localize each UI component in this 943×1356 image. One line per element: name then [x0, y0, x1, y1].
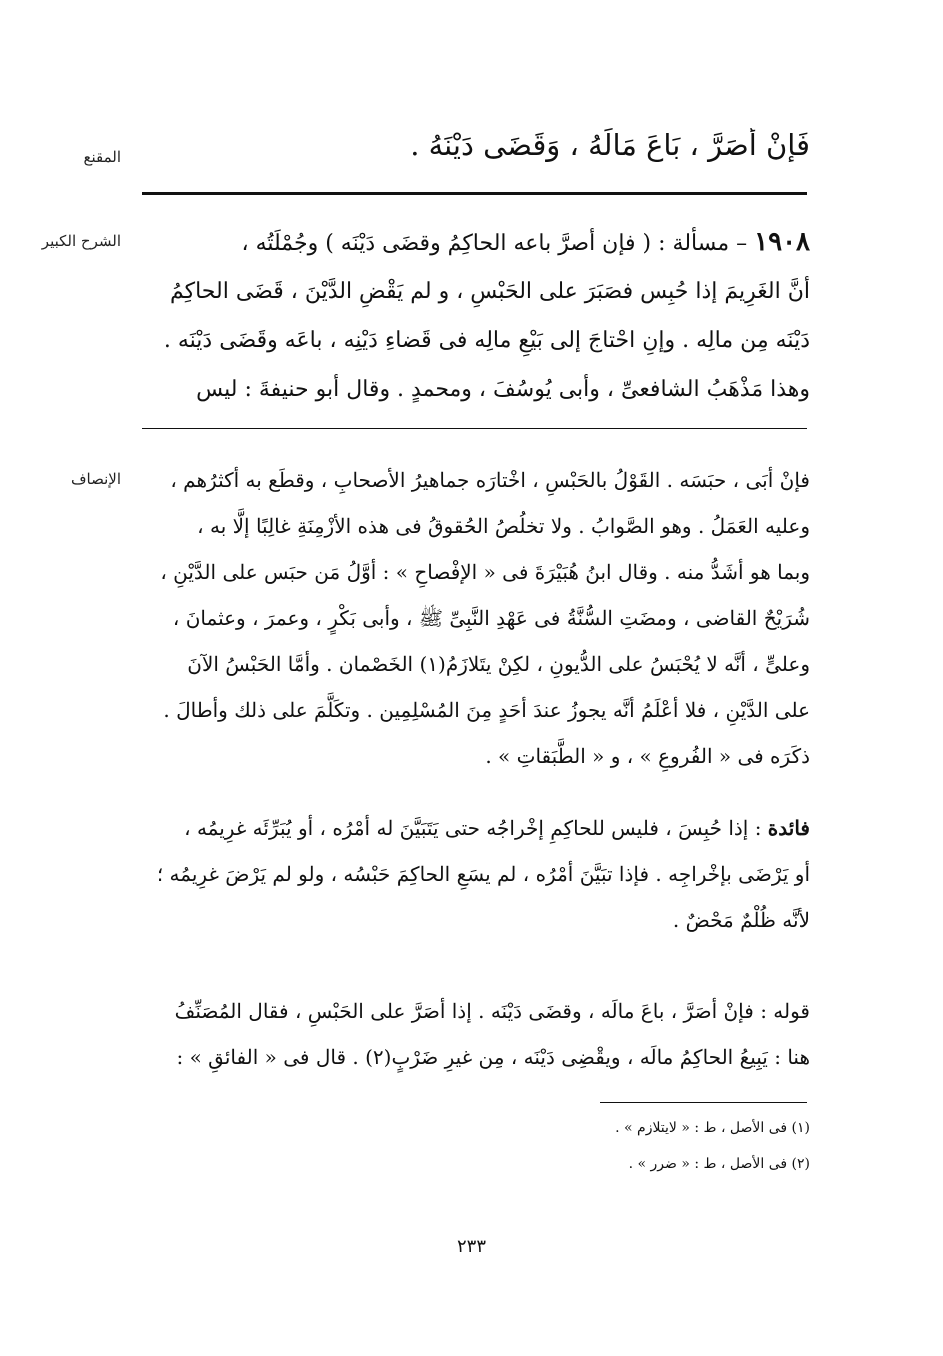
footnote-rule: [600, 1102, 807, 1103]
footnote-2: (٢) فى الأصل ، ط : « ضرر » .: [628, 1156, 810, 1172]
faida-block: [140, 805, 810, 943]
matn-line: فَإنْ أَصَرَّ ، بَاعَ مَالَهُ ، وَقَضَى دَيْنَهُ .: [410, 128, 810, 162]
middle-rule: [142, 428, 807, 429]
page-number: ٢٣٣: [456, 1236, 486, 1257]
sharh-line-2: أنَّ الغَرِيمَ إذا حُبِس فصَبَرَ على الحَبْسِ ، و لم يَقْضِ الدَّيْنَ ، قَضَى الحاكِمُ: [169, 279, 810, 304]
label-muqni: المقنع: [83, 148, 121, 166]
sharh-line-1: [140, 218, 810, 267]
faida-line-1: [140, 805, 810, 851]
issue-number: ١٩٠٨: [754, 227, 810, 257]
qawluhu-line-2: هنا : يَبِيعُ الحاكِمُ مالَه ، ويقْضِى دَيْنَه ، مِن غيرِ ضَرْبٍ(٢) . قال فى « الفائقِ » :: [176, 1045, 810, 1069]
insaf-line-6: على الدَّيْنِ ، فلا أعْلَمُ أنَّه يجوزُ عندَ أحَدٍ مِنَ المُسْلِمِين . وتكَلَّمَ على ذلك وأطالَ .: [163, 698, 810, 722]
insaf-line-3: وبما هو أشَدُّ منه . وقال ابنُ هُبَيْرَةَ فى « الإفْصاحِ » : أوَّلُ مَن حبَس على الدَّيْنِ ،: [160, 560, 810, 584]
footnote-1: (١) فى الأصل ، ط : « لايتلازم » .: [615, 1120, 810, 1136]
insaf-line-1: فإنْ أبَى ، حبَسَه . القَوْلُ بالحَبْسِ ، اخْتارَه جماهيرُ الأصحابِ ، وقطَع به أكثرُهم ،: [170, 468, 810, 492]
insaf-block: [140, 457, 810, 779]
faida-line-2: أو يَرْضَى بإخْراجِه . فإذا تبَيَّنَ أمْرُه ، لم يسَعِ الحاكِمَ حَبْسُه ، ولو لم يَرْضَ غرِيمُه ؛: [156, 862, 810, 886]
matn-block: [140, 128, 810, 162]
insaf-line-2: وعليه العَمَلُ . وهو الصَّوابُ . ولا تخلُصُ الحُقوقُ فى هذه الأزْمِنَةِ غالِبًا إلَّا به ،: [197, 514, 810, 538]
sharh-text: – مسألة : ( فإن أصرَّ باعه الحاكِمُ وقضَى دَيْنَه ) وجُمْلَتُه ،: [241, 231, 748, 256]
faida-line-3: لأنَّه ظُلْمٌ مَحْضٌ .: [672, 908, 810, 932]
insaf-line-4: شُرَيْحٌ القاضى ، ومضَتِ السُّنَّةُ فى عَهْدِ النَّبِىِّ ﷺ ، وأبى بَكْرٍ ، وعمرَ ، وعثمانَ ،: [172, 606, 810, 630]
faida-label: فائدة: [767, 816, 810, 840]
qawluhu-line-1: قوله : فإنْ أصَرَّ ، باعَ مالَه ، وقضَى دَيْنَه . إذا أصَرَّ على الحَبْسِ ، فقال المُصَنِّفُ: [174, 999, 810, 1023]
qawluhu-block: [140, 988, 810, 1080]
label-sharh: الشرح الكبير: [41, 232, 121, 250]
insaf-line-5: وعلىٍّ ، أنَّه لا يُحْبَسُ على الدُّيونِ ، لكِنْ يتَلازَمُ(١) الخَصْمان . وأمَّا الحَبْسُ الآنَ: [187, 652, 810, 676]
insaf-line-7: ذكَرَه فى « الفُروعِ » ، و « الطَّبَقاتِ » .: [485, 744, 810, 768]
label-insaf: الإنصاف: [70, 470, 121, 488]
top-rule: [142, 192, 807, 195]
sharh-block: [140, 218, 810, 414]
faida-text: : إذا حُبِسَ ، فليس للحاكِمِ إخْراجُه حتى يَتَبَيَّنَ له أمْرُه ، أو يُبَرِّئَه غرِيمُه ،: [184, 816, 762, 840]
sharh-line-3: دَيْنَه مِن مالِه . وإنِ احْتاجَ إلى بَيْعِ مالِه فى قَضاءِ دَيْنِه ، باعَه وقَضَى دَيْنَه .: [163, 328, 810, 353]
sharh-line-4: وهذا مَذْهَبُ الشافعىِّ ، وأبى يُوسُفَ ، ومحمدٍ . وقال أبو حنيفةَ : ليس: [196, 377, 810, 402]
